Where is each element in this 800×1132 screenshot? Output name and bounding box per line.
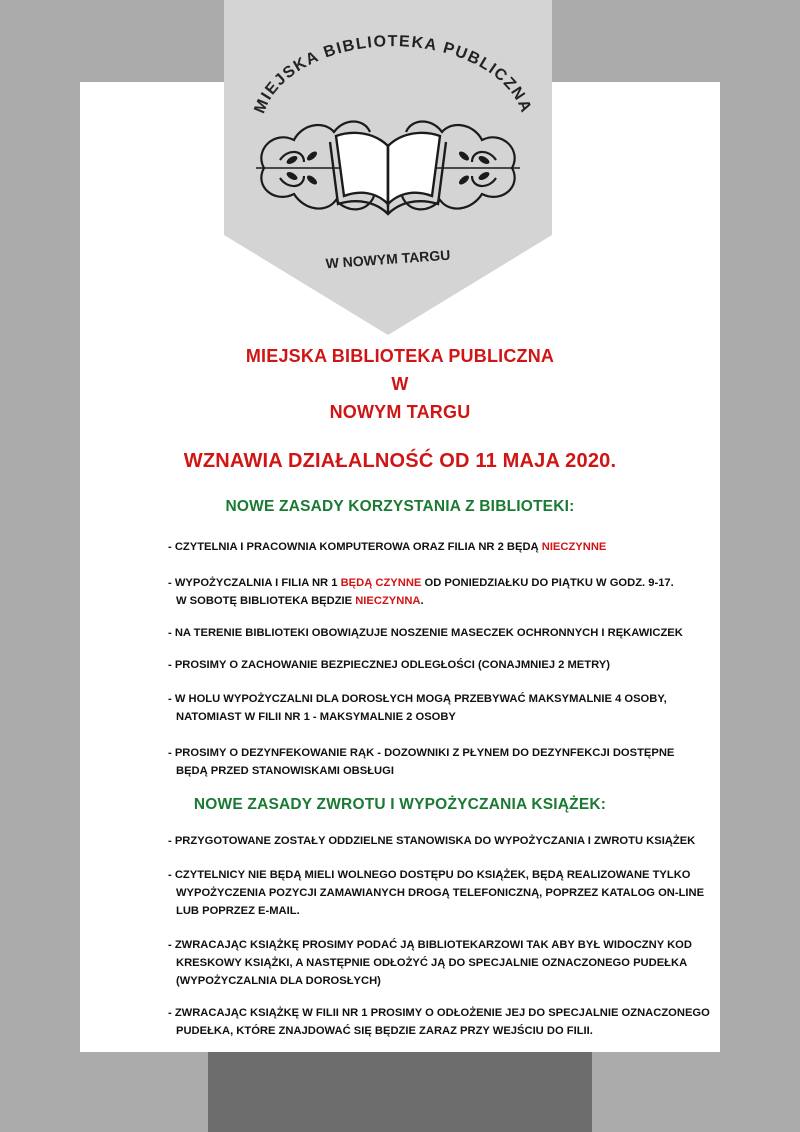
section-heading-return-rules: NOWE ZASADY ZWROTU I WYPOŻYCZANIA KSIĄŻEK: [193, 796, 607, 813]
rule-item-masks: - NA TERENIE BIBLIOTEKI OBOWIĄZUJE NOSZENIE MASECZEK OCHRONNYCH I RĘKAWICZEK [168, 627, 683, 639]
logo-bottom-text: W NOWYM TARGU [325, 246, 451, 272]
title-line-1: MIEJSKA BIBLIOTEKA PUBLICZNA [245, 346, 555, 366]
section-heading-usage-rules: NOWE ZASADY KORZYSTANIA Z BIBLIOTEKI: [225, 498, 575, 515]
return-item-branch: - ZWRACAJĄC KSIĄŻKĘ W FILII NR 1 PROSIMY O ODŁOŻENIE JEJ DO SPECJALNIE OZNACZONEGO PUDEŁKA, KTÓRE ZNAJDOWAĆ SIĘ BĘDZIE ZARAZ PRZY WEJŚCIU DO FILII. [168, 1007, 710, 1037]
rule-item-disinfection: - PROSIMY O DEZYNFEKOWANIE RĄK - DOZOWNIKI Z PŁYNEM DO DEZYNFEKCJI DOSTĘPNE BĘDĄ PRZED STANOWISKAMI OBSŁUGI [168, 747, 675, 777]
rule-item-reading-room: - CZYTELNIA I PRACOWNIA KOMPUTEROWA ORAZ FILIA NR 2 BĘDĄ NIECZYNNE [168, 541, 607, 553]
rule-item-distance: - PROSIMY O ZACHOWANIE BEZPIECZNEJ ODLEGŁOŚCI (CONAJMNIEJ 2 METRY) [168, 659, 610, 671]
rule-item-lending-hours: - WYPOŻYCZALNIA I FILIA NR 1 BĘDĄ CZYNNE OD PONIEDZIAŁKU DO PIĄTKU W GODZ. 9-17. W SOBOTĘ BIBLIOTEKA BĘDZIE NIECZYNNA. [168, 577, 674, 607]
logo-banner [224, 0, 552, 335]
footer-band [208, 1052, 592, 1132]
return-item-stations: - PRZYGOTOWANE ZOSTAŁY ODDZIELNE STANOWISKA DO WYPOŻYCZANIA I ZWROTU KSIĄŻEK [168, 835, 696, 847]
return-item-access: - CZYTELNICY NIE BĘDĄ MIELI WOLNEGO DOSTĘPU DO KSIĄŻEK, BĘDĄ REALIZOWANE TYLKO WYPOŻYCZENIA POZYCJI ZAMAWIANYCH DROGĄ TELEFONICZNĄ, POPRZEZ KATALOG ON-LINE LUB POPRZEZ E-MAIL. [168, 869, 705, 917]
rule-item-visitor-limit: - W HOLU WYPOŻYCZALNI DLA DOROSŁYCH MOGĄ PRZEBYWAĆ MAKSYMALNIE 4 OSOBY, NATOMIAST W FILII NR 1 - MAKSYMALNIE 2 OSOBY [168, 693, 667, 723]
return-item-barcode: - ZWRACAJĄC KSIĄŻKĘ PROSIMY PODAĆ JĄ BIBLIOTEKARZOWI TAK ABY BYŁ WIDOCZNY KOD KRESKOWY KSIĄŻKI, A NASTĘPNIE ODŁOŻYĆ JĄ DO SPECJALNIE OZNACZONEGO PUDEŁKA (WYPOŻYCZALNIA DLA DOROSŁYCH) [168, 939, 692, 987]
announcement: WZNAWIA DZIAŁALNOŚĆ OD 11 MAJA 2020. [183, 450, 617, 472]
open-book-icon [330, 133, 446, 214]
title-line-3: NOWYM TARGU [329, 402, 471, 422]
library-logo [224, 0, 552, 335]
title-line-2: W [391, 374, 409, 394]
logo-arc-text: MIEJSKA BIBLIOTEKA PUBLICZNA [251, 33, 535, 116]
